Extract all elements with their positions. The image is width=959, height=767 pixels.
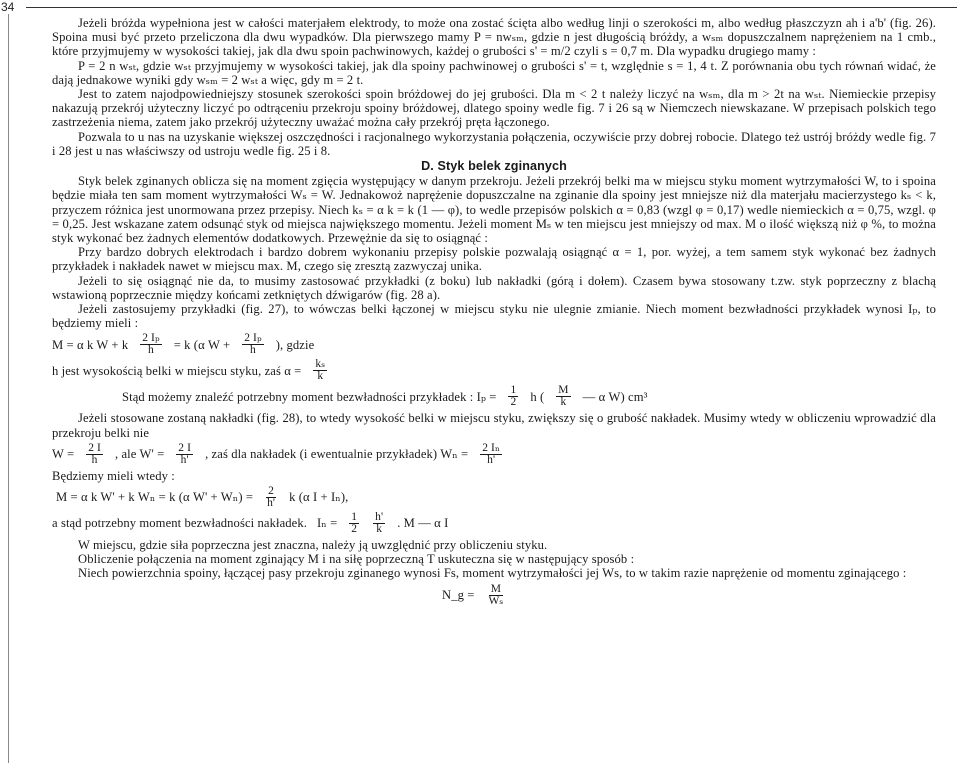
numerator: h': [375, 511, 384, 524]
numerator: 2 Iₙ: [482, 441, 501, 454]
formula-text: . M — α I: [397, 516, 449, 531]
formula-text: , ale W' =: [114, 447, 165, 462]
fraction: [349, 512, 359, 535]
denominator: k: [560, 396, 567, 409]
numerator: M: [490, 582, 502, 595]
formula-ip: [122, 385, 936, 408]
paragraph: Niech powierzchnia spoiny, łączącej pasy przekroju zginanego wynosi Fs, moment wytrzymałości jej Ws, to w takim razie naprężenie od momentu zginającego :: [78, 566, 907, 581]
paragraph: Obliczenie połączenia na moment zginający M i na siłę poprzeczną T uskuteczna się w następujący sposób :: [78, 552, 635, 567]
fraction: [486, 584, 505, 607]
formula-text: ), gdzie: [275, 337, 315, 352]
formula-text: , zaś dla nakładek (i ewentualnie przykładek) Wₙ =: [205, 447, 469, 462]
formula-text: Iₙ =: [317, 516, 338, 531]
numerator: 1: [510, 384, 517, 397]
fraction: [373, 512, 385, 535]
fraction: [176, 443, 193, 466]
numerator: 2: [268, 485, 274, 498]
numerator: 2 Iₚ: [244, 332, 262, 345]
denominator: h': [487, 453, 496, 466]
header-rule: [26, 7, 957, 8]
numerator: 2 I: [88, 441, 101, 454]
formula-text: N_g =: [442, 588, 475, 603]
document-body: [52, 16, 936, 610]
formula-m-nak: [56, 486, 936, 509]
margin-rule: [8, 14, 9, 763]
denominator: h': [180, 453, 189, 466]
formula-text: W =: [52, 447, 75, 462]
fraction: [140, 333, 161, 356]
numerator: 2 Iₚ: [142, 332, 160, 345]
paragraph: Pozwala to u nas na uzyskanie większej oszczędności i racjonalnego wykorzystania połączenia, oczywiście przy dobrej robocie. Dlatego też ustrój bróżdy wedle fig. 7 i 28 jest u nas właściwszy od ustroju wedle fig. 25 i 8.: [52, 129, 936, 158]
paragraph: W miejscu, gdzie siła poprzeczna jest znaczna, należy ją uwzględnić przy obliczeniu styku.: [78, 538, 548, 553]
denominator: Wₛ: [488, 594, 504, 607]
denominator: h: [250, 344, 256, 357]
fraction: [242, 333, 263, 356]
formula-text: h (: [530, 389, 545, 404]
paragraph: Jeżeli zastosujemy przykładki (fig. 27), to wówczas belki łączonej w miejscu styku nie ulegnie zmianie. Niech moment bezwładności przykładek wynosi Iₚ, to będziemy mieli :: [52, 302, 936, 331]
paragraph: Jeżeli to się osiągnąć nie da, to musimy zastosować przykładki (z boku) lub nakładki (górą i dołem). Czasem bywa stosowany t.zw. styk poprzeczny z blachą wstawioną poprzecznie między końcami zetkniętych dźwigarów (fig. 28 a).: [52, 273, 936, 302]
formula-text: a stąd potrzebny moment bezwładności nakładek.: [52, 516, 307, 531]
numerator: 2 I: [178, 441, 192, 454]
fraction: [508, 385, 518, 408]
denominator: h: [148, 344, 154, 357]
denominator: 2: [510, 396, 517, 409]
formula-ng: [442, 584, 936, 607]
formula-in: [52, 512, 936, 535]
formula-text: = k (α W +: [173, 337, 231, 352]
section-title: D. Styk belek zginanych: [421, 159, 567, 174]
fraction: [86, 443, 103, 466]
page-header: [0, 0, 959, 14]
fraction: [480, 443, 502, 466]
formula-text: k (α I + Iₙ),: [289, 490, 349, 505]
fraction: [265, 486, 277, 509]
formula-alpha: [52, 359, 936, 382]
denominator: k: [376, 523, 383, 536]
fraction: [556, 385, 570, 408]
paragraph: Jest to zatem najodpowiedniejszy stosunek szerokości spoin bróżdowej do jej grubości. Dla m < 2 t należy liczyć na wₛₘ, dla m > 2t na wₛₜ. Niemieckie przepisy nakazują przekrój użyteczny liczyć po odtrąceniu przekroju spoiny bróżdowej, dlatego spoiny wedle fig. 7 i 26 są w Niemczech niewskazane. W przepisach polskich tego zastrzeżenia niema, zatem jako przekrój użyteczny uważać można cały przekrój pręta łączonego.: [52, 87, 936, 130]
formula-text: M = α k W' + k Wₙ = k (α W' + Wₙ) =: [56, 490, 254, 505]
numerator: 1: [351, 511, 358, 524]
denominator: 2: [351, 523, 358, 536]
paragraph: Przy bardzo dobrych elektrodach i bardzo dobrem wykonaniu przepisy polskie pozwalają osiągnąć α = 1, por. wyżej, a tem samem styk wykonać bez żadnych przykładek i nakładek nawet w miejscu max. M, czego się zresztą zazwyczaj unika.: [52, 245, 936, 274]
paragraph: Jeżeli stosowane zostaną nakładki (fig. 28), to wtedy wysokość belki w miejscu styku, zwiększy się o grubość nakładek. Musimy wtedy w obliczeniu wprowadzić dla przekroju belki nie: [52, 411, 936, 440]
page-number: 34: [1, 0, 15, 14]
paragraph: Jeżeli bróżda wypełniona jest w całości materjałem elektrody, to może ona zostać ścięta albo według linji o szerokości m, albo według płaszczyzn ah i a'b' (fig. 26). Spoina musi być przeto przeliczona dla dwu wypadków. Dla pierwszego mamy P = nwₛₘ, gdzie n jest długością bróżdy, a wₛₘ dopuszczalnem naprężeniem na 1 cmb., które przyjmujemy w wysokości takiej, jak dla dwu spoin pachwinowych, każdej o grubości s' = m/2 czyli s = 0,7 m. Dla wypadku drugiego mamy :: [52, 16, 936, 59]
formula-text: M = α k W + k: [52, 337, 129, 352]
denominator: k: [317, 370, 324, 383]
formula-moment: [52, 333, 936, 356]
denominator: h': [267, 497, 276, 510]
formula-text: h jest wysokością belki w miejscu styku, zaś α =: [52, 363, 302, 378]
paragraph: Styk belek zginanych oblicza się na moment zgięcia występujący w danym przekroju. Jeżeli przekrój belki ma w miejscu styku moment wytrzymałości W, to i spoina będzie miała ten sam moment wytrzymałości Wₛ = W. Jednakowoż naprężenie dopuszczalne na zginanie dla spoiny jest mniejsze niż dla materjału macierzystego kₛ < k, przyczem różnica jest unormowana przez przepisy. Niech kₛ = α k = k (1 — φ), to wedle przepisów polskich α = 0,83 (wzgl φ = 0,17) wedle niemieckich α = 0,75, wzgl. φ = 0,25. Jest wskazane zatem odsunąć styk od miejsca największego momentu. Jeżeli moment Mₛ w ten miejscu jest mniejszy od max. M o ilość większą niż φ %, to można styk wykonać bez żadnych elementów dodatkowych. Przewężnie da się to osiągnąć :: [52, 174, 936, 246]
denominator: h: [91, 453, 98, 466]
paragraph: P = 2 n wₛₜ, gdzie wₛₜ przyjmujemy w wysokości takiej, jak dla spoiny pachwinowej o grubości s' = t, względnie s = 1, 4 t. Z porównania obu tych równań widać, że dają jednakowe wyniki gdy wₛₘ = 2 wₛₜ a więc, gdy m = 2 t.: [52, 58, 936, 87]
numerator: kₛ: [315, 358, 326, 371]
fraction: [313, 359, 327, 382]
numerator: M: [558, 384, 569, 397]
formula-w: [52, 443, 936, 466]
formula-label: Będziemy mieli wtedy :: [52, 468, 175, 483]
formula-text: — α W) cm³: [582, 389, 648, 404]
formula-text: Stąd możemy znaleźć potrzebny moment bezwładności przykładek : Iₚ =: [122, 389, 497, 404]
